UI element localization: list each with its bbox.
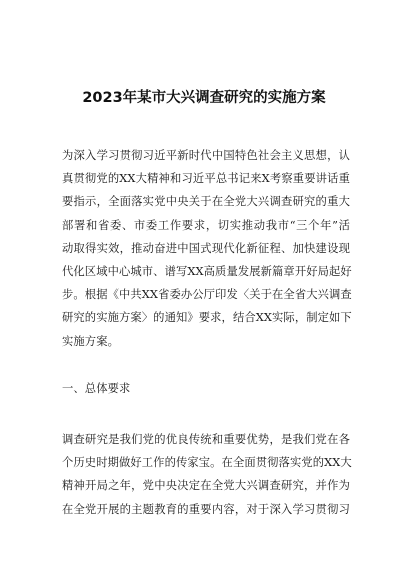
paragraph-line: 研究的实施方案〉的通知》要求，结合XX实际，制定如下 — [62, 311, 352, 325]
paragraph-line: 部署和省委、市委工作要求，切实推动我市“三个年”活 — [62, 218, 350, 232]
paragraph-line: 在全党开展的主题教育的重要内容，对于深入学习贯彻习 — [62, 502, 350, 516]
paragraph-line: 真贯彻党的XX大精神和习近平总书记来X考察重要讲话重 — [62, 172, 350, 186]
body-paragraph — [62, 428, 350, 521]
paragraph-line: 要指示，全面落实党中央关于在全党大兴调查研究的重大 — [62, 195, 350, 209]
section-heading: 一、总体要求 — [62, 382, 131, 395]
section-heading-block — [62, 377, 350, 400]
paragraph-line: 代化区域中心城市、谱写XX高质量发展新篇章开好局起好 — [62, 264, 352, 278]
paragraph-line: 个历史时期做好工作的传家宝。在全面贯彻落实党的XX大 — [62, 456, 352, 470]
paragraph-line: 精神开局之年，党中央决定在全党大兴调查研究，并作为 — [62, 479, 350, 493]
paragraph-line: 步。根据《中共XX省委办公厅印发〈关于在全省大兴调查 — [62, 288, 352, 302]
paragraph-line: 调查研究是我们党的优良传统和重要优势，是我们党在各 — [62, 433, 350, 446]
paragraph-line: 动取得实效，推动奋进中国式现代化新征程、加快建设现 — [62, 241, 350, 255]
paragraph-line: 实施方案。 — [62, 334, 119, 348]
intro-paragraph — [62, 144, 350, 353]
paragraph-line: 为深入学习贯彻习近平新时代中国特色社会主义思想，认 — [62, 149, 350, 162]
document-title: 2023年某市大兴调查研究的实施方案 — [82, 90, 326, 106]
